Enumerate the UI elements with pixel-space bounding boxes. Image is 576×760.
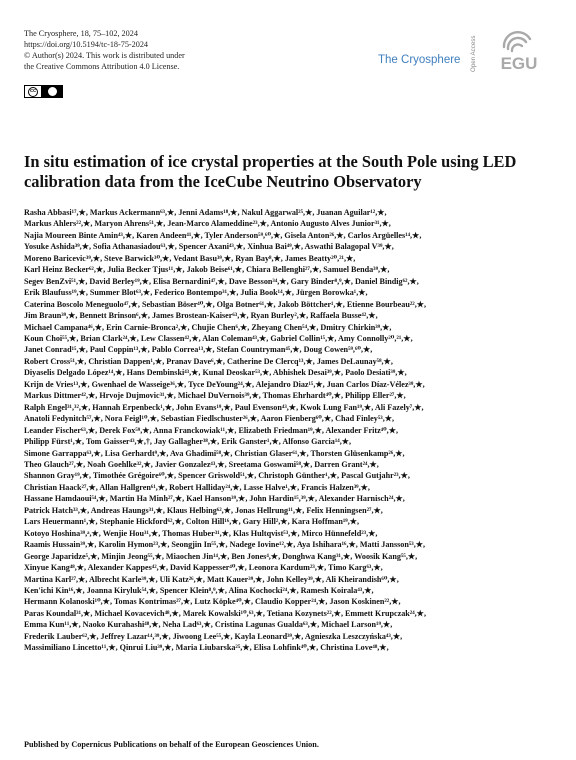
author-row: Michael Campana⁴⁶,★, Erin Carnie-Bronca²,★, Chujie Chen⁶,★, Zheyang Chen⁵⁴,★, Dmitry Chirkin³⁹,★, — [24, 322, 392, 332]
author-row: Caterina Boscolo Meneguolo⁴⁷,★, Sebastian Böser⁴⁰,★, Olga Botner⁶¹,★, Jakob Böttcher¹,★, Etienne Bourbeau²²,★, — [24, 299, 427, 309]
author-row: Raamis Hussain³⁹,★, Karolin Hymon²³,★, Seongjin In⁵⁵,★, Nadege Iovine¹²,★, Aya Ishihara¹⁶,★, Matti Jansson⁵³,★, — [24, 540, 426, 550]
author-row: Rasha Abbasi¹⁷,★, Markus Ackermann⁶³,★, Jenni Adams¹⁸,★, Nakul Aggarwal²⁵,★, Juanan Aguilar¹²,★, — [24, 208, 387, 217]
author-row: Xinyue Kang⁴⁸,★, Alexander Kappes⁴²,★, David Kappesser⁴⁰,★, Leonora Kardum²³,★, Timo Karg⁶³,★, — [24, 563, 383, 573]
author-row: Anatoli Fedynitch⁵⁷,★, Nora Feigl¹⁰,★, Sebastian Fiedlschuster²⁶,★, Aaron Fienberg⁶⁰,★, Chad Finley⁵³,★, — [24, 414, 395, 424]
author-row: Robert Cross⁵¹,★, Christian Dappen¹,★, Pranav Dave⁶,★, Catherine De Clercq¹³,★, James DeLaunay⁵⁸,★, — [24, 356, 393, 366]
author-list — [24, 207, 556, 722]
author-row: Ken'ichi Kin¹⁶,★, Joanna Kiryluk⁵⁴,★, Spencer Klein⁸,⁹,★, Alina Kochocki²⁴,★, Ramesh Koirala⁴³,★, — [24, 585, 374, 595]
author-row: Hassane Hamdaoui⁵⁴,★, Martin Ha Minh²⁷,★, Kael Hanson³⁹,★, John Hardin¹⁵,³⁹,★, Alexander Harnisch²⁴,★, — [24, 494, 405, 504]
author-row: Markus Dittmer⁴²,★, Hrvoje Dujmovic³¹,★, Michael DuVernois³⁹,★, Thomas Ehrhardt⁴⁰,★, Philipp Eller²⁷,★, — [24, 391, 406, 401]
author-row: Erik Blaufuss¹⁹,★, Summer Blot⁶³,★, Federico Bontempo³¹,★, Julia Book¹⁴,★, Jürgen Borowka¹,★, — [24, 288, 368, 298]
cc-by-license-badge[interactable] — [24, 85, 63, 98]
author-row: Diyaselis Delgado López¹⁴,★, Hans Dembinski⁴³,★, Kunal Deoskar⁵³,★, Abhishek Desai³⁹,★, Paolo Desiati³⁹,★, — [24, 368, 407, 378]
author-row: Paras Koundal³¹,★, Michael Kovacevich⁴⁸,★, Marek Kowalski¹⁰,⁶³,★, Tetiana Kozynets²²,★, Emmett Krupczak²⁴,★, — [24, 608, 426, 618]
author-row: Karl Heinz Becker⁶²,★, Julia Becker Tjus¹¹,★, Jakob Beise⁶¹,★, Chiara Bellenghi²⁷,★, Samuel Benda³⁹,★, — [24, 265, 390, 275]
author-row: Ralph Engel³¹,³²,★, Hannah Erpenbeck¹,★, John Evans¹⁹,★, Paul Evenson⁴³,★, Kwok Lung Fan¹⁹,★, Ali Fazely⁷,★, — [24, 402, 424, 412]
author-row: Hermann Kolanoski¹⁰,★, Tomas Kontrimas²⁷,★, Lutz Köpke⁴⁰,★, Claudio Kopper²⁴,★, Jason Koskinen²²,★, — [24, 597, 401, 607]
open-access-label: Open Access — [470, 35, 477, 72]
author-row: Janet Conrad¹⁵,★, Paul Coppin¹³,★, Pablo Correa¹³,★, Stefan Countryman⁴⁵,★, Doug Cowen⁵⁹,⁶⁰,★, — [24, 345, 373, 355]
author-row: Krijn de Vries¹³,★, Gwenhael de Wasseige³⁶,★, Tyce DeYoung²⁴,★, Alejandro Diaz¹⁵,★, Juan Carlos Díaz-Vélez³⁹,★, — [24, 379, 425, 389]
author-row: Yosuke Ashida³⁹,★, Sofia Athanasiadou⁶³,★, Spencer Axani⁴³,★, Xinhua Bai⁴⁹,★, Aswathi Balagopal V³⁹,★, — [24, 242, 394, 252]
article-header — [24, 28, 354, 72]
article-title: In situ estimation of ice crystal properties at the South Pole using LED calibration data from the IceCube Neutrino Observatory — [24, 152, 517, 191]
publisher-footer: Published by Copernicus Publications on behalf of the European Geosciences Union. — [24, 740, 319, 749]
author-row: Markus Ahlers²²,★, Maryon Ahrens⁵¹,★, Jean-Marco Alameddine²³,★, Antonio Augusto Alves Junior³¹,★, — [24, 219, 391, 229]
author-row: Martina Karl²⁷,★, Albrecht Karle³⁹,★, Uli Katz²⁶,★, Matt Kauer³⁹,★, John Kelley³⁹,★, Ali Kheirandish⁶⁰,★, — [24, 574, 399, 584]
author-row: Patrick Hatch³³,★, Andreas Haungs³¹,★, Klaus Helbing⁶²,★, Jonas Hellrung¹¹,★, Felix Henningsen²⁷,★, — [24, 505, 383, 515]
author-row: Lars Heuermann¹,★, Stephanie Hickford⁶²,★, Colton Hill¹⁶,★, Gary Hill²,★, Kara Hoffman¹⁹,★, — [24, 517, 360, 527]
author-row: Simone Garrappa⁶³,★, Lisa Gerhardt⁹,★, Ava Ghadimi⁵⁸,★, Christian Glaser⁶¹,★, Thorsten Glüsenkamp²⁶,★, — [24, 448, 405, 458]
by-icon — [42, 86, 62, 97]
journal-name: The Cryosphere — [378, 54, 461, 66]
author-row: Jim Braun³⁹,★, Bennett Brinson⁶,★, James Brostean-Kaiser⁶³,★, Ryan Burley²,★, Raffaela Busse⁴²,★, — [24, 311, 378, 321]
author-row: George Japaridze⁵,★, Minjin Jeong⁵⁵,★, Miaochen Jin¹⁴,★, Ben Jones⁴,★, Donghwa Kang³¹,★, Woosik Kang⁵⁵,★, — [24, 551, 418, 561]
copyright-line: © Author(s) 2024. This work is distributed under — [24, 51, 185, 60]
author-row: Emma Kun¹¹,★, Naoko Kurahashi⁴⁸,★, Neha Lad⁶³,★, Cristina Lagunas Gualda⁶³,★, Michael Larson¹⁹,★, — [24, 620, 393, 630]
author-row: Leander Fischer⁶³,★, Derek Fox⁵⁹,★, Anna Franckowiak¹¹,★, Elizabeth Friedman¹⁹,★, Alexander Fritz⁴⁰,★, — [24, 425, 399, 435]
author-row: Najia Moureen Binte Amin⁴³,★, Karen Andeen⁴¹,★, Tyler Anderson⁵⁹,⁶⁰,★, Gisela Anton²⁶,★, Carlos Argüelles¹⁴,★, — [24, 230, 422, 240]
citation-line: The Cryosphere, 18, 75–102, 2024 — [24, 29, 138, 38]
license-line: the Creative Commons Attribution 4.0 License. — [24, 62, 180, 71]
author-row: Christian Haack²⁷,★, Allan Hallgren⁶¹,★, Robert Halliday²⁴,★, Lasse Halve¹,★, Francis Halzen³⁹,★, — [24, 482, 370, 492]
author-row: Koun Choi⁵⁵,★, Brian Clark²⁴,★, Lew Classen⁴²,★, Alan Coleman⁴³,★, Gabriel Collin¹⁵,★, Amy Connolly²⁰,²¹,★, — [24, 333, 413, 343]
author-row: Segev BenZvi⁵¹,★, David Berley¹⁹,★, Elisa Bernardini⁴⁷,★, Dave Besson³⁴,★, Gary Binder⁸,⁹,★, Daniel Bindig⁶²,★, — [24, 276, 419, 286]
egu-logo-text: EGU — [500, 54, 538, 73]
cc-icon: cc — [25, 86, 42, 97]
author-row: Philipp Fürst¹,★, Tom Gaisser⁴³,★,†, Jay Gallagher³⁸,★, Erik Ganster¹,★, Alfonso Garcia¹⁴,★, — [24, 437, 352, 447]
author-row: Moreno Baricevic³⁹,★, Steve Barwick³⁰,★, Vedant Basu³⁹,★, Ryan Bay⁸,★, James Beatty²⁰,²¹,★, — [24, 253, 356, 263]
doi-link[interactable]: https://doi.org/10.5194/tc-18-75-2024 — [24, 40, 149, 49]
egu-logo-icon — [488, 26, 550, 74]
author-row: Frederik Lauber⁶²,★, Jeffrey Lazar¹⁴,³⁹,★, Jiwoong Lee⁵⁵,★, Kayla Leonard³⁹,★, Agnieszka Leszczyńska⁴³,★, — [24, 631, 403, 641]
author-row: Massimiliano Lincetto¹¹,★, Qinrui Liu³⁹,★, Maria Liubarska²⁵,★, Elisa Lohfink⁴⁰,★, Christina Love⁴⁸,★, — [24, 643, 389, 653]
author-row: Shannon Gray¹⁹,★, Timothée Grégoire⁶⁰,★, Spencer Griswold⁵¹,★, Christoph Günther¹,★, Pascal Gutjahr²³,★, — [24, 471, 410, 481]
author-row: Kotoyo Hoshina³⁹,ᵃ,★, Wenjie Hou³¹,★, Thomas Huber³¹,★, Klas Hultqvist⁵³,★, Mirco Hünnefeld²³,★, — [24, 528, 378, 538]
author-row: Theo Glauch²⁷,★, Noah Goehlke³²,★, Javier Gonzalez⁴³,★, Sreetama Goswami⁵⁸,★, Darren Grant²⁴,★, — [24, 459, 379, 469]
